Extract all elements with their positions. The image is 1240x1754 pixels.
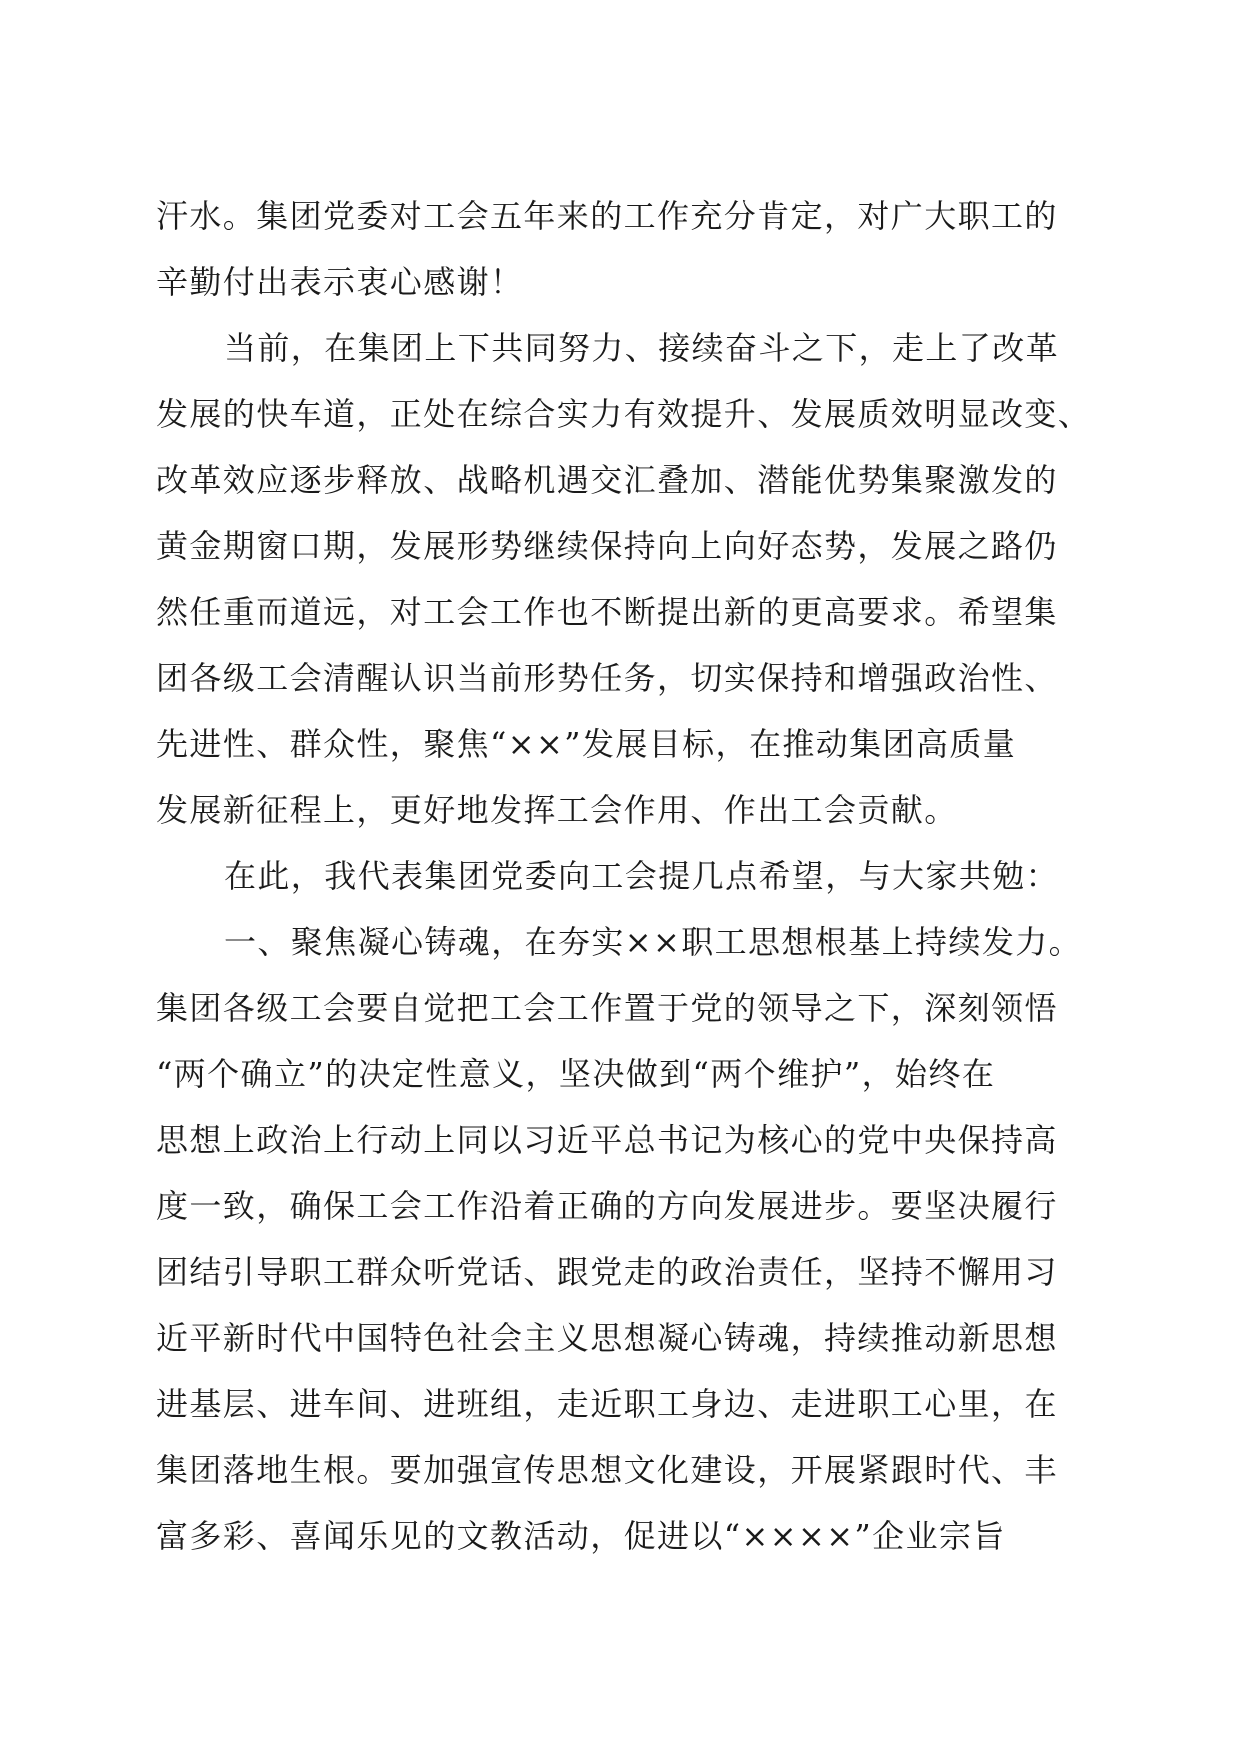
section-heading: 一、聚焦凝心铸魂，在夯实××职工思想根基上持续发力。 [224, 923, 1083, 961]
text-line: 思想上政治上行动上同以习近平总书记为核心的党中央保持高 [156, 1121, 1058, 1159]
text-line: 汗水。集团党委对工会五年来的工作充分肯定，对广大职工的 [156, 197, 1058, 235]
text-line: 团各级工会清醒认识当前形势任务，切实保持和增强政治性、 [156, 659, 1058, 697]
body-text [156, 183, 1092, 1569]
paragraph-start: 在此，我代表集团党委向工会提几点希望，与大家共勉： [224, 857, 1060, 895]
text-line: 团结引导职工群众听党话、跟党走的政治责任，坚持不懈用习 [156, 1253, 1058, 1291]
paragraph-start: 当前，在集团上下共同努力、接续奋斗之下，走上了改革 [224, 329, 1060, 367]
text-line: 黄金期窗口期，发展形势继续保持向上向好态势，发展之路仍 [156, 527, 1058, 565]
text-line: 集团各级工会要自觉把工会工作置于党的领导之下，深刻领悟 [156, 989, 1058, 1027]
text-line: 发展新征程上，更好地发挥工会作用、作出工会贡献。 [156, 791, 958, 829]
text-line: 度一致，确保工会工作沿着正确的方向发展进步。要坚决履行 [156, 1187, 1058, 1225]
text-line: 然任重而道远，对工会工作也不断提出新的更高要求。希望集 [156, 593, 1058, 631]
text-line: 辛勤付出表示衷心感谢！ [156, 263, 524, 301]
text-line: 改革效应逐步释放、战略机遇交汇叠加、潜能优势集聚激发的 [156, 461, 1058, 499]
text-line: 集团落地生根。要加强宣传思想文化建设，开展紧跟时代、丰 [156, 1451, 1058, 1489]
text-line: 富多彩、喜闻乐见的文教活动，促进以“××××”企业宗旨 [156, 1517, 1006, 1555]
text-line: “两个确立”的决定性意义，坚决做到“两个维护”，始终在 [156, 1055, 996, 1093]
text-line: 进基层、进车间、进班组，走近职工身边、走进职工心里，在 [156, 1385, 1058, 1423]
text-line: 近平新时代中国特色社会主义思想凝心铸魂，持续推动新思想 [156, 1319, 1058, 1357]
text-line: 先进性、群众性，聚焦“××”发展目标，在推动集团高质量 [156, 725, 1017, 763]
text-line: 发展的快车道，正处在综合实力有效提升、发展质效明显改变、 [156, 395, 1092, 433]
